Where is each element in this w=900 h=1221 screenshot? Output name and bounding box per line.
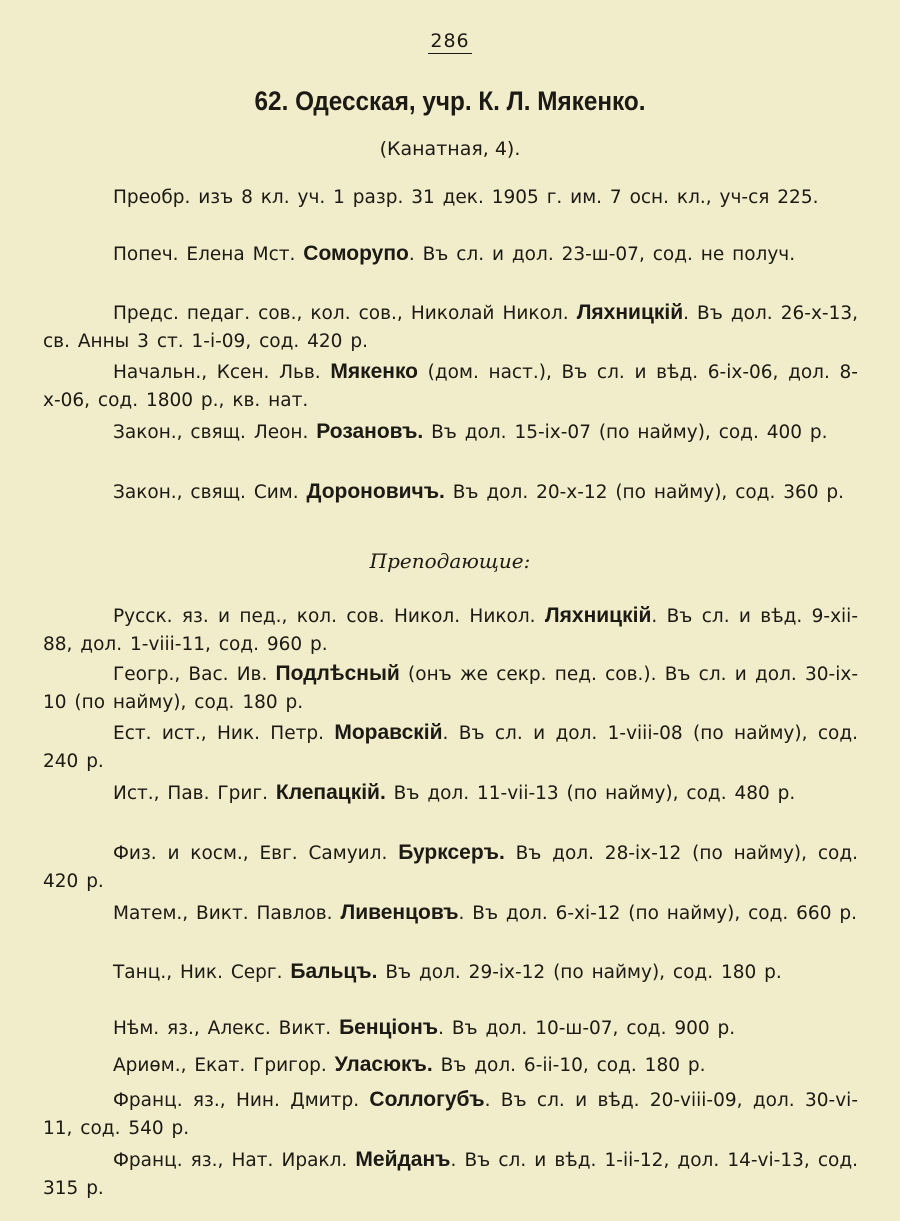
entry-12: Танц., Ник. Серг. Бальцъ. Въ дол. 29-ix-12 (по найму), сод. 180 р. [113,960,782,983]
address-line: (Канатная, 4). [379,138,521,160]
entry-4: Закон., свящ. Леон. Розановъ. Въ дол. 15-ix-07 (по найму), сод. 400 р. [113,420,828,443]
entry-1: Попеч. Елена Мст. Соморупо. Въ сл. и дол. 23-ш-07, сод. не получ. [113,242,796,265]
entry-6: Русск. яз. и пед., кол. сов. Никол. Никол. Ляхницкій. Въ сл. и вѣд. 9-xii-88, дол. 1-viii-11, сод. 960 р. [43,604,858,655]
entry-10: Физ. и косм., Евг. Самуил. Бурксеръ. Въ дол. 28-ix-12 (по найму), сод. 420 р. [43,841,858,892]
entry-16: Франц. яз., Нат. Иракл. Мейданъ. Въ сл. и вѣд. 1-ii-12, дол. 14-vi-13, сод. 315 р. [43,1148,858,1199]
entry-8: Ест. ист., Ник. Петр. Моравскій. Въ сл. и дол. 1-viii-08 (по найму), сод. 240 р. [43,721,858,772]
page-number: 286 [430,30,470,52]
entry-15: Франц. яз., Нин. Дмитр. Соллогубъ. Въ сл. и вѣд. 20-viii-09, дол. 30-vi-11, сод. 540 р. [43,1088,858,1139]
entry-2: Предс. педаг. сов., кол. сов., Николай Никол. Ляхницкій. Въ дол. 26-х-13, св. Анны 3 ст. 1-i-09, сод. 420 р. [43,301,858,352]
page-title: 62. Одесская, учр. К. Л. Мякенко. [254,86,646,116]
entry-7: Геогр., Вас. Ив. Подлѣсный (онъ же секр. пед. сов.). Въ сл. и дол. 30-ix-10 (по найму), сод. 180 р. [43,662,858,713]
entry-3: Начальн., Ксен. Льв. Мякенко (дом. наст.), Въ сл. и вѣд. 6-ix-06, дол. 8-х-06, сод. 1800 р., кв. нат. [43,360,858,411]
entry-14: Ариѳм., Екат. Григор. Уласюкъ. Въ дол. 6-ii-10, сод. 180 р. [113,1053,706,1076]
entry-11: Матем., Викт. Павлов. Ливенцовъ. Въ дол. 6-xi-12 (по найму), сод. 660 р. [113,901,857,924]
entry-9: Ист., Пав. Григ. Клепацкій. Въ дол. 11-vii-13 (по найму), сод. 480 р. [113,781,796,804]
section-heading: Преподающие: [369,549,531,573]
entry-13: Нѣм. яз., Алекс. Викт. Бенціонъ. Въ дол. 10-ш-07, сод. 900 р. [113,1016,736,1039]
entry-5: Закон., свящ. Сим. Дороновичъ. Въ дол. 20-х-12 (по найму), сод. 360 р. [113,480,845,503]
entry-0: Преобр. изъ 8 кл. уч. 1 разр. 31 дек. 1905 г. им. 7 осн. кл., уч-ся 225. [113,187,819,208]
